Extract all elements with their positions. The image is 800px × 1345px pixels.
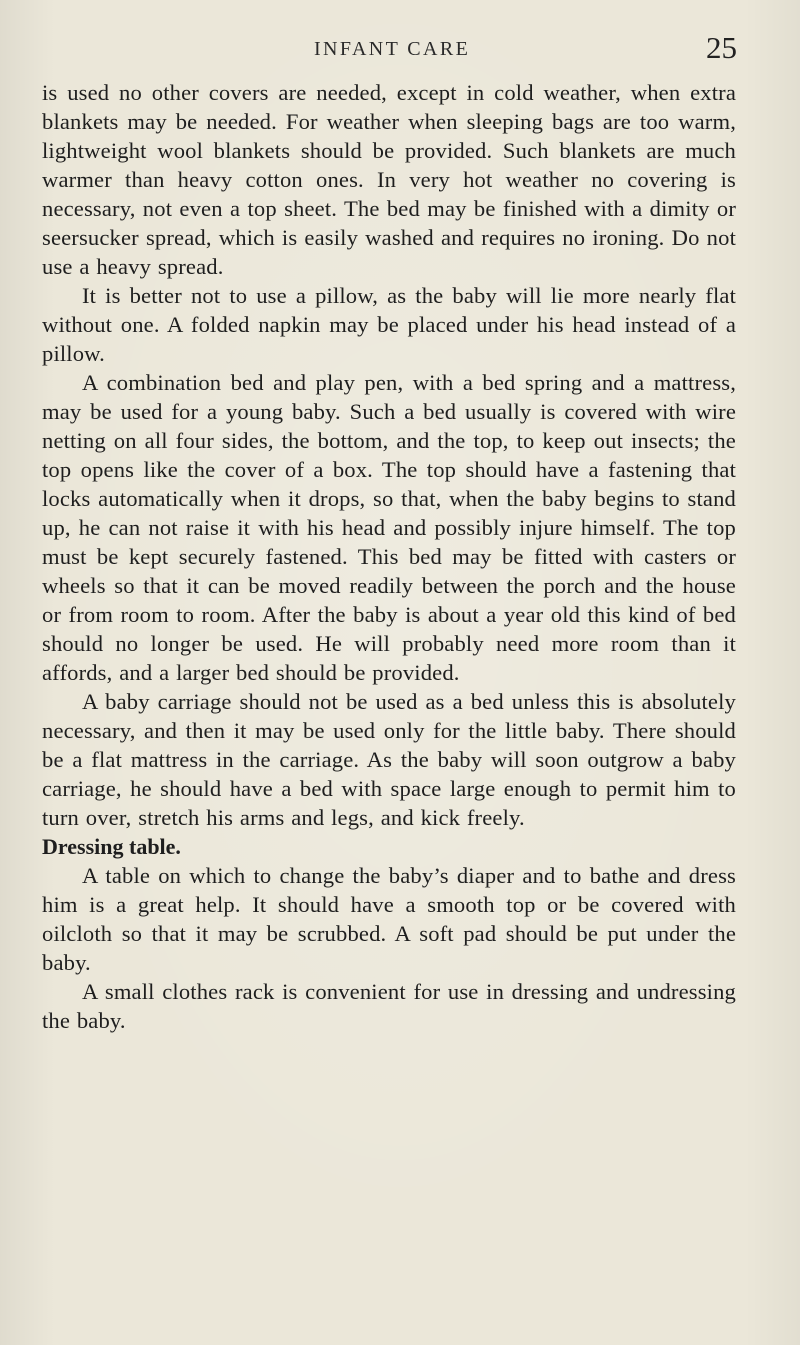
paragraph-bed-covers: is used no other covers are needed, except in cold weather, when extra blankets may be needed. For weather when sleeping bags are too warm, lightweight wool blankets should be provided. Such blankets are much warmer than heavy cotton ones. In very hot weather no covering is necessary, not even a top sheet. The bed may be finished with a dimity or seersucker spread, which is easily washed and requires no ironing. Do not use a heavy spread. [42,80,736,279]
paragraph-baby-carriage: A baby carriage should not be used as a bed unless this is absolutely necessary, and then it may be used only for the little baby. There should be a flat mattress in the carriage. As the baby will soon outgrow a baby carriage, he should have a bed with space large enough to permit him to turn over, stretch his arms and legs, and kick freely. [42,689,736,830]
section-heading-dressing-table: Dressing table. [42,834,181,859]
body-text [42,78,736,1035]
running-title: INFANT CARE [314,38,471,60]
paragraph-play-pen-bed: A combination bed and play pen, with a bed spring and a mattress, may be used for a young baby. Such a bed usually is covered with wire netting on all four sides, the bottom, and the top, to keep out insects; the top opens like the cover of a box. The top should have a fastening that locks automatically when it drops, so that, when the baby begins to stand up, he can not raise it with his head and possibly injure himself. The top must be kept securely fastened. This bed may be fitted with casters or wheels so that it can be moved readily between the porch and the house or from room to room. After the baby is about a year old this kind of bed should no longer be used. He will probably need more room than it affords, and a larger bed should be provided. [42,370,736,685]
page-number: 25 [706,30,737,65]
paragraph-clothes-rack: A small clothes rack is convenient for use in dressing and undressing the baby. [42,979,736,1033]
paragraph-dressing-table: A table on which to change the baby’s diaper and to bathe and dress him is a great help. It should have a smooth top or be covered with oilcloth so that it may be scrubbed. A soft pad should be put under the baby. [42,863,736,975]
running-head [0,30,800,70]
paragraph-pillow: It is better not to use a pillow, as the baby will lie more nearly flat without one. A folded napkin may be placed under his head instead of a pillow. [42,283,736,366]
